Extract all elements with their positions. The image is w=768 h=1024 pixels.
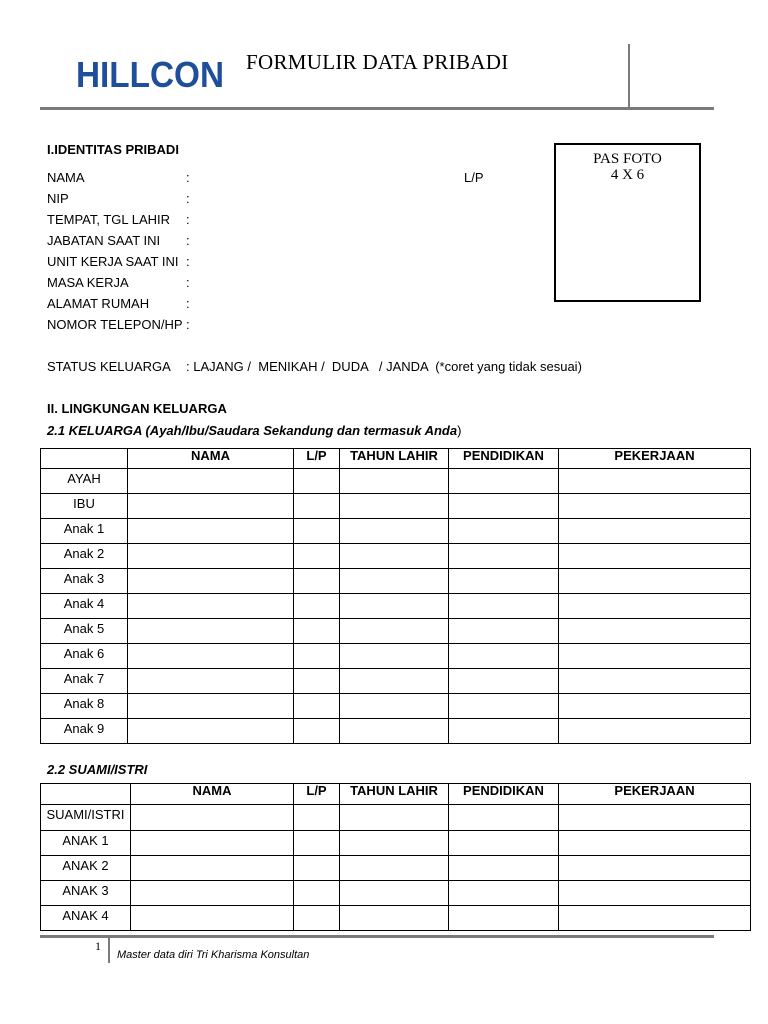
table-cell[interactable]	[294, 619, 340, 644]
field-label-unit-kerja: UNIT KERJA SAAT INI	[47, 254, 179, 269]
table-cell[interactable]	[294, 831, 340, 856]
table-cell[interactable]	[340, 719, 449, 744]
table-cell[interactable]	[131, 881, 294, 906]
table-cell[interactable]	[294, 519, 340, 544]
row-label: IBU	[41, 494, 128, 519]
table-cell[interactable]	[449, 831, 559, 856]
column-header: TAHUN LAHIR	[340, 784, 449, 805]
table-cell[interactable]	[559, 906, 751, 931]
section-lingkungan-heading: II. LINGKUNGAN KELUARGA	[47, 401, 227, 416]
table-cell[interactable]	[340, 694, 449, 719]
row-label: ANAK 4	[41, 906, 131, 931]
field-label-telepon: NOMOR TELEPON/HP	[47, 317, 183, 332]
table-cell[interactable]	[131, 856, 294, 881]
field-label-alamat: ALAMAT RUMAH	[47, 296, 150, 311]
table-cell[interactable]	[128, 519, 294, 544]
table-cell[interactable]	[449, 469, 559, 494]
field-colon: :	[186, 317, 190, 332]
table-row	[41, 569, 751, 594]
column-header: L/P	[294, 449, 340, 469]
column-header: L/P	[294, 784, 340, 805]
row-label: SUAMI/ISTRI	[41, 805, 131, 831]
table-cell[interactable]	[131, 906, 294, 931]
table-row	[41, 856, 751, 881]
row-label: ANAK 2	[41, 856, 131, 881]
table-cell[interactable]	[128, 694, 294, 719]
section-identitas-heading: I.IDENTITAS PRIBADI	[47, 142, 179, 157]
status-keluarga-label: STATUS KELUARGA	[47, 359, 171, 374]
table-cell[interactable]	[294, 544, 340, 569]
table-cell[interactable]	[449, 906, 559, 931]
table-cell[interactable]	[128, 619, 294, 644]
row-label: Anak 8	[41, 694, 128, 719]
table-cell[interactable]	[340, 594, 449, 619]
subsection-keluarga-text: 2.1 KELUARGA (Ayah/Ibu/Saudara Sekandung dan termasuk Anda	[47, 423, 458, 438]
table-cell[interactable]	[340, 805, 449, 831]
field-label-tempat-tgl-lahir: TEMPAT, TGL LAHIR	[47, 212, 171, 227]
table-header-row	[41, 784, 751, 805]
table-cell[interactable]	[340, 669, 449, 694]
photo-size-label: 4 X 6	[610, 167, 645, 183]
table-cell[interactable]	[294, 694, 340, 719]
row-label: Anak 2	[41, 544, 128, 569]
table-cell[interactable]	[559, 831, 751, 856]
column-header: TAHUN LAHIR	[340, 449, 449, 469]
table-cell[interactable]	[128, 594, 294, 619]
row-label: Anak 4	[41, 594, 128, 619]
table-cell[interactable]	[294, 469, 340, 494]
table-cell[interactable]	[128, 569, 294, 594]
table-cell[interactable]	[294, 805, 340, 831]
table-cell[interactable]	[449, 644, 559, 669]
row-label: Anak 5	[41, 619, 128, 644]
table-cell[interactable]	[449, 694, 559, 719]
header-divider-vertical	[628, 44, 630, 108]
table-cell[interactable]	[449, 519, 559, 544]
field-label-masa-kerja: MASA KERJA	[47, 275, 129, 290]
subsection-keluarga-close: )	[457, 423, 462, 438]
family-table	[40, 448, 751, 744]
table-row	[41, 544, 751, 569]
table-cell[interactable]	[559, 881, 751, 906]
column-header: PENDIDIKAN	[449, 449, 559, 469]
document-title: FORMULIR DATA PRIBADI	[246, 50, 509, 74]
row-label: Anak 9	[41, 719, 128, 744]
table-cell[interactable]	[449, 619, 559, 644]
table-cell[interactable]	[128, 669, 294, 694]
table-cell[interactable]	[559, 569, 751, 594]
photo-placeholder	[554, 143, 701, 302]
row-label: Anak 7	[41, 669, 128, 694]
table-cell[interactable]	[340, 519, 449, 544]
table-cell[interactable]	[559, 719, 751, 744]
table-cell[interactable]	[340, 619, 449, 644]
table-row	[41, 881, 751, 906]
table-cell[interactable]	[559, 494, 751, 519]
footer-divider-vertical	[108, 937, 110, 963]
table-row	[41, 469, 751, 494]
field-colon: :	[186, 212, 190, 227]
table-cell[interactable]	[128, 494, 294, 519]
table-cell[interactable]	[340, 469, 449, 494]
column-header: PEKERJAAN	[559, 784, 751, 805]
table-cell[interactable]	[294, 719, 340, 744]
table-cell[interactable]	[559, 644, 751, 669]
subsection-suami-istri-heading: 2.2 SUAMI/ISTRI	[47, 762, 148, 777]
table-cell[interactable]	[559, 519, 751, 544]
table-cell[interactable]	[449, 805, 559, 831]
table-cell[interactable]	[449, 856, 559, 881]
column-header: PENDIDIKAN	[449, 784, 559, 805]
table-cell[interactable]	[449, 569, 559, 594]
table-row	[41, 831, 751, 856]
table-cell[interactable]	[294, 881, 340, 906]
table-cell[interactable]	[449, 669, 559, 694]
table-cell[interactable]	[128, 469, 294, 494]
field-colon: :	[186, 275, 190, 290]
table-cell[interactable]	[294, 594, 340, 619]
logo-text: HILLCON	[76, 54, 224, 92]
spouse-table	[40, 783, 751, 931]
footer-divider	[40, 935, 714, 938]
table-cell[interactable]	[340, 494, 449, 519]
row-label: Anak 6	[41, 644, 128, 669]
table-row	[41, 619, 751, 644]
field-colon: :	[186, 170, 190, 185]
table-row	[41, 594, 751, 619]
table-row	[41, 906, 751, 931]
field-colon: :	[186, 233, 190, 248]
photo-label: PAS FOTO	[593, 151, 662, 167]
row-label: Anak 1	[41, 519, 128, 544]
table-cell[interactable]	[449, 544, 559, 569]
table-cell[interactable]	[559, 669, 751, 694]
table-cell[interactable]	[340, 831, 449, 856]
table-cell[interactable]	[294, 569, 340, 594]
table-cell[interactable]	[128, 719, 294, 744]
table-cell[interactable]	[294, 669, 340, 694]
table-cell[interactable]	[128, 644, 294, 669]
table-cell[interactable]	[340, 544, 449, 569]
table-cell[interactable]	[559, 544, 751, 569]
column-header: NAMA	[131, 784, 294, 805]
page-number: 1	[95, 939, 101, 953]
table-row	[41, 494, 751, 519]
table-cell[interactable]	[559, 594, 751, 619]
table-cell[interactable]	[559, 856, 751, 881]
table-cell[interactable]	[559, 469, 751, 494]
column-header	[41, 449, 128, 469]
field-colon: :	[186, 191, 190, 206]
table-cell[interactable]	[340, 569, 449, 594]
table-row	[41, 805, 751, 831]
table-cell[interactable]	[340, 856, 449, 881]
table-cell[interactable]	[340, 644, 449, 669]
column-header	[41, 784, 131, 805]
table-cell[interactable]	[449, 719, 559, 744]
field-label-nama: NAMA	[47, 170, 85, 185]
field-label-nip: NIP	[47, 191, 69, 206]
field-colon: :	[186, 296, 190, 311]
row-label: ANAK 1	[41, 831, 131, 856]
field-colon: :	[186, 254, 190, 269]
table-cell[interactable]	[449, 494, 559, 519]
table-cell[interactable]	[559, 805, 751, 831]
table-cell[interactable]	[559, 694, 751, 719]
row-label: Anak 3	[41, 569, 128, 594]
footer-text: Master data diri Tri Kharisma Konsultan	[117, 949, 310, 961]
table-cell[interactable]	[128, 544, 294, 569]
hillcon-logo	[76, 54, 226, 92]
subsection-keluarga-heading	[47, 423, 461, 438]
gender-label: L/P	[464, 170, 484, 185]
table-cell[interactable]	[449, 594, 559, 619]
table-cell[interactable]	[449, 881, 559, 906]
table-cell[interactable]	[294, 906, 340, 931]
table-row	[41, 644, 751, 669]
status-keluarga-options: : LAJANG / MENIKAH / DUDA / JANDA (*coret yang tidak sesuai)	[186, 359, 582, 374]
table-header-row	[41, 449, 751, 469]
row-label: ANAK 3	[41, 881, 131, 906]
table-cell[interactable]	[559, 619, 751, 644]
table-cell[interactable]	[131, 805, 294, 831]
table-row	[41, 669, 751, 694]
table-cell[interactable]	[294, 644, 340, 669]
field-label-jabatan: JABATAN SAAT INI	[47, 233, 161, 248]
table-cell[interactable]	[340, 906, 449, 931]
header-divider	[40, 107, 714, 110]
table-cell[interactable]	[340, 881, 449, 906]
row-label: AYAH	[41, 469, 128, 494]
column-header: NAMA	[128, 449, 294, 469]
table-cell[interactable]	[294, 494, 340, 519]
table-row	[41, 519, 751, 544]
table-cell[interactable]	[131, 831, 294, 856]
table-row	[41, 694, 751, 719]
table-cell[interactable]	[294, 856, 340, 881]
table-row	[41, 719, 751, 744]
column-header: PEKERJAAN	[559, 449, 751, 469]
